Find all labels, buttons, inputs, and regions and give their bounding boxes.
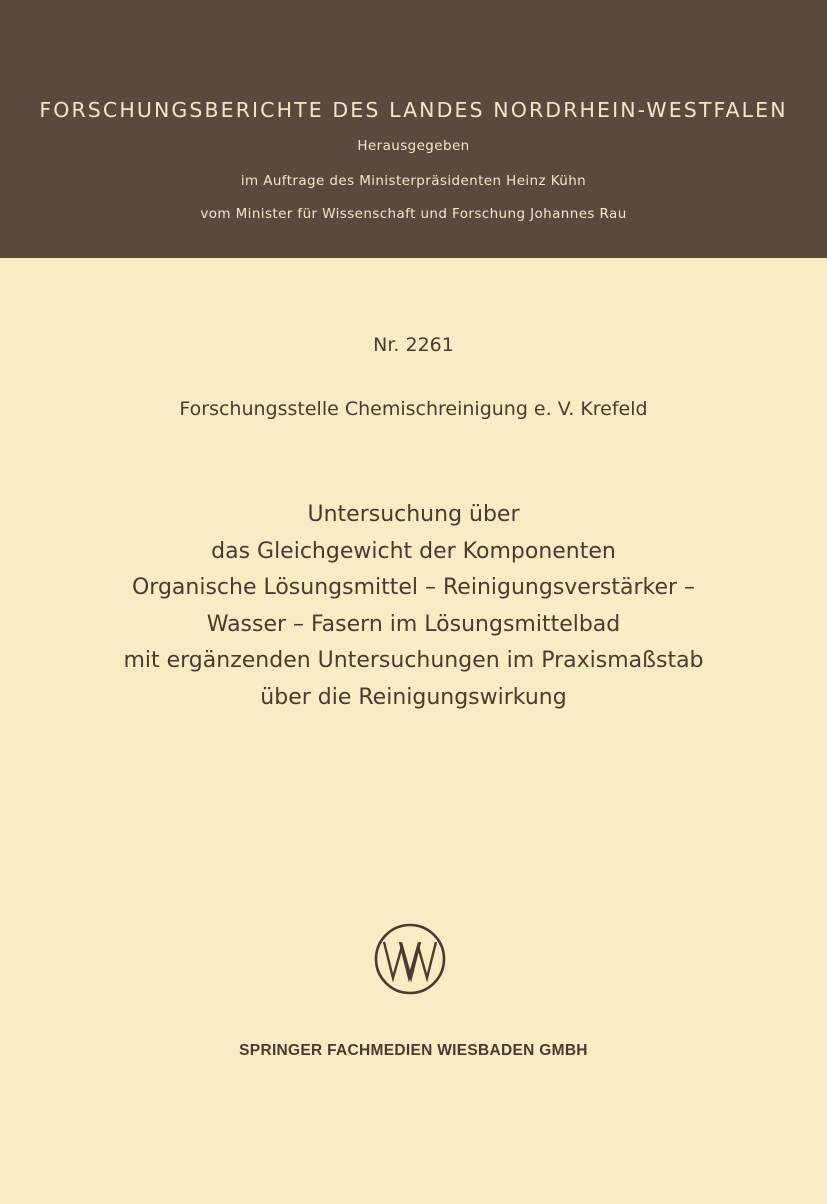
- publisher-logo-icon: [373, 922, 447, 996]
- title-line: über die Reinigungswirkung: [260, 684, 567, 710]
- title-line: Wasser – Fasern im Lösungsmittelbad: [206, 611, 621, 637]
- commissioned-by-line: im Auftrage des Ministerpräsidenten Heinz Kühn: [240, 173, 587, 189]
- title-line: mit ergänzenden Untersuchungen im Praxismaßstab: [123, 648, 704, 673]
- title-line: Organische Lösungsmittel – Reinigungsverstärker –: [131, 575, 696, 600]
- publisher-name: SPRINGER FACHMEDIEN WIESBADEN GMBH: [239, 1042, 588, 1059]
- series-title: FORSCHUNGSBERICHTE DES LANDES NORDRHEIN-WESTFALEN: [39, 98, 788, 122]
- report-title: [0, 497, 827, 716]
- title-line: Untersuchung über: [307, 502, 520, 527]
- minister-line: vom Minister für Wissenschaft und Forschung Johannes Rau: [200, 206, 627, 222]
- institute-name: Forschungsstelle Chemischreinigung e. V. Krefeld: [179, 398, 648, 420]
- report-number: Nr. 2261: [373, 334, 454, 356]
- series-header-band: [0, 0, 827, 258]
- title-line: das Gleichgewicht der Komponenten: [211, 538, 616, 564]
- published-label: Herausgegeben: [357, 138, 470, 154]
